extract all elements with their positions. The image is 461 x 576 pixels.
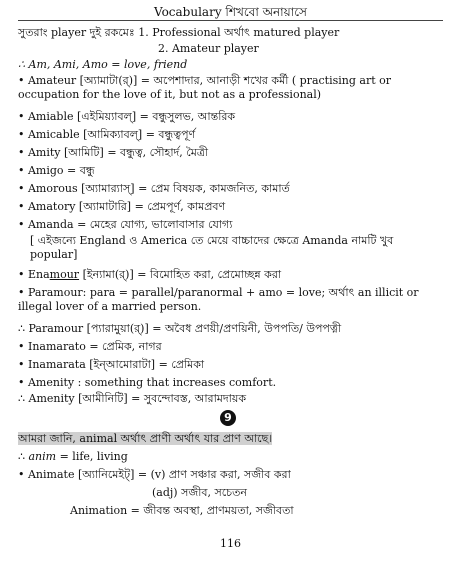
text-fragment: = life, living <box>56 450 128 463</box>
list-item: • Amigo = বন্ধু <box>18 164 95 177</box>
list-item: • Inamarato = প্রেমিক, নাগর <box>18 340 162 353</box>
text-line: (adj) সজীব, সচেতন <box>152 486 247 499</box>
list-item: • Inamarata [ইন্‌আমোরাটা] = প্রেমিকা <box>18 358 205 371</box>
list-item: • Amatory [অ্যামাটারি] = প্রেমপূর্ণ, কামপ্রবণ <box>18 200 226 213</box>
header-rule <box>18 20 443 21</box>
text-fragment: • Ena <box>18 268 50 281</box>
text-note: [ এইজন্যে England ও America তে মেয়ে বাচ্চাদের ক্ষেত্রে Amanda নামটি খুব popular] <box>30 234 394 261</box>
list-item: • Animate [অ্যানিমেইট্] = (v) প্রাণ সঞ্চার করা, সজীব করা <box>18 468 291 481</box>
text-fragment: [ইন্যামা(র্)] = বিমোহিত করা, প্রেমোচ্ছন্ন করা <box>79 268 282 281</box>
highlighted-text: আমরা জানি, animal অর্থাৎ প্রাণী অর্থাৎ যার প্রাণ আছে। <box>18 432 273 445</box>
text-line: সুতরাং player দুই রকমেঃ 1. Professional অর্থাৎ matured player <box>18 26 340 39</box>
text-line: Animation = জীবন্ত অবস্থা, প্রাণময়তা, সজীবতা <box>70 504 294 517</box>
highlighted-line <box>18 432 443 446</box>
section-number-badge: 9 <box>220 410 236 426</box>
running-header: Vocabulary শিখবো অনায়াসে <box>154 5 307 19</box>
underlined-text: mour <box>49 268 80 281</box>
page-number: 116 <box>220 537 241 550</box>
text-fragment: ∴ <box>18 450 29 463</box>
list-item: • Amiable [এইমিয়্যাবল্] = বন্ধুসুলভ, আন্তরিক <box>18 110 236 123</box>
text-line: ∴ Am, Ami, Amo = love, friend <box>18 58 188 71</box>
text-line <box>18 450 443 464</box>
list-item: • Amanda = মেহের যোগ্য, ভালোবাসার যোগ্য <box>18 218 233 231</box>
text-paragraph: • Paramour: para = parallel/paranormal + amo = love; অর্থাৎ an illicit or illegal lover of a married person. <box>18 286 419 313</box>
list-item <box>18 268 443 282</box>
text-paragraph: • Amateur [অ্যামাটা(র্)] = অপেশাদার, আনাড়ী শখের কর্মী ( practising art or occupation for the love of it, but not as a professional) <box>18 74 392 101</box>
list-item: • Amity [আমিটি] = বন্ধুত্ব, সৌহার্দ, মৈত্রী <box>18 146 209 159</box>
list-item: • Amicable [আমিক্যাবল্] = বন্ধুত্বপূর্ণ <box>18 128 196 141</box>
list-item: ∴ Paramour [প্যারামুয়া(র্)] = অবৈধ প্রণয়ী/প্রণয়িনী, উপপতি/ উপপত্নী <box>18 322 342 335</box>
italic-term: anim <box>28 450 57 463</box>
list-item: • Amenity : something that increases comfort. <box>18 376 277 389</box>
list-item: ∴ Amenity [আমীনিটি] = সুবন্দোবস্ত, আরামদায়ক <box>18 392 247 405</box>
text-line: 2. Amateur player <box>158 42 259 55</box>
list-item: • Amorous [অ্যামার‍্যাস্] = প্রেম বিষয়ক, কামজনিত, কামার্ত <box>18 182 290 195</box>
